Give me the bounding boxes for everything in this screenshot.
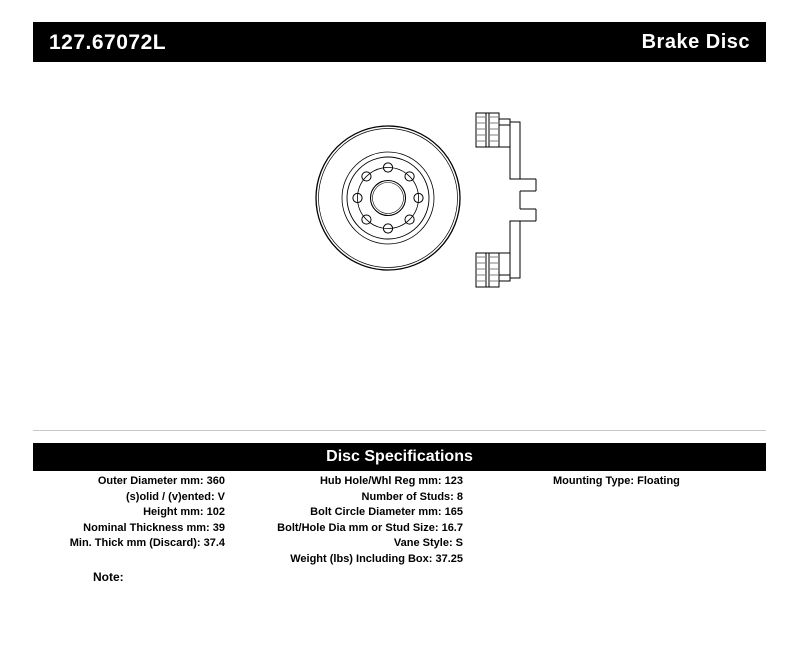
spec-item: Number of Studs: 8: [361, 490, 463, 503]
spec-item: Outer Diameter mm: 360: [97, 475, 225, 487]
spec-item: Bolt/Hole Dia mm or Stud Size: 16.7: [277, 521, 463, 534]
specifications-table: [33, 474, 766, 584]
product-drawing: [33, 80, 766, 420]
spec-item: Nominal Thickness mm: 39: [83, 521, 225, 534]
part-number: 127.67072L: [49, 30, 167, 54]
rotor-cross-section-view: [458, 105, 568, 300]
rotor-face-view: [298, 108, 478, 293]
spec-item: (s)olid / (v)ented: V: [126, 490, 225, 503]
spec-item: Bolt Circle Diameter mm: 165: [310, 506, 463, 518]
spec-item: Min. Thick mm (Discard): 37.4: [69, 537, 225, 549]
spec-column-right: [553, 474, 766, 490]
spec-item: Mounting Type: Floating: [553, 475, 680, 487]
header-bar: [33, 22, 766, 62]
spec-item: Height mm: 102: [143, 506, 225, 518]
spec-item: Vane Style: S: [393, 537, 463, 549]
section-divider: [33, 430, 766, 431]
product-type-label: Brake Disc: [641, 31, 750, 53]
spec-item: Weight (lbs) Including Box: 37.25: [290, 552, 463, 565]
spec-title: Disc Specifications: [326, 448, 473, 465]
spec-column-left: [33, 474, 225, 552]
spec-title-bar: [33, 443, 766, 471]
spec-column-middle: [238, 474, 463, 567]
spec-item: Hub Hole/Whl Reg mm: 123: [319, 475, 463, 487]
note-label: Note:: [93, 570, 124, 584]
